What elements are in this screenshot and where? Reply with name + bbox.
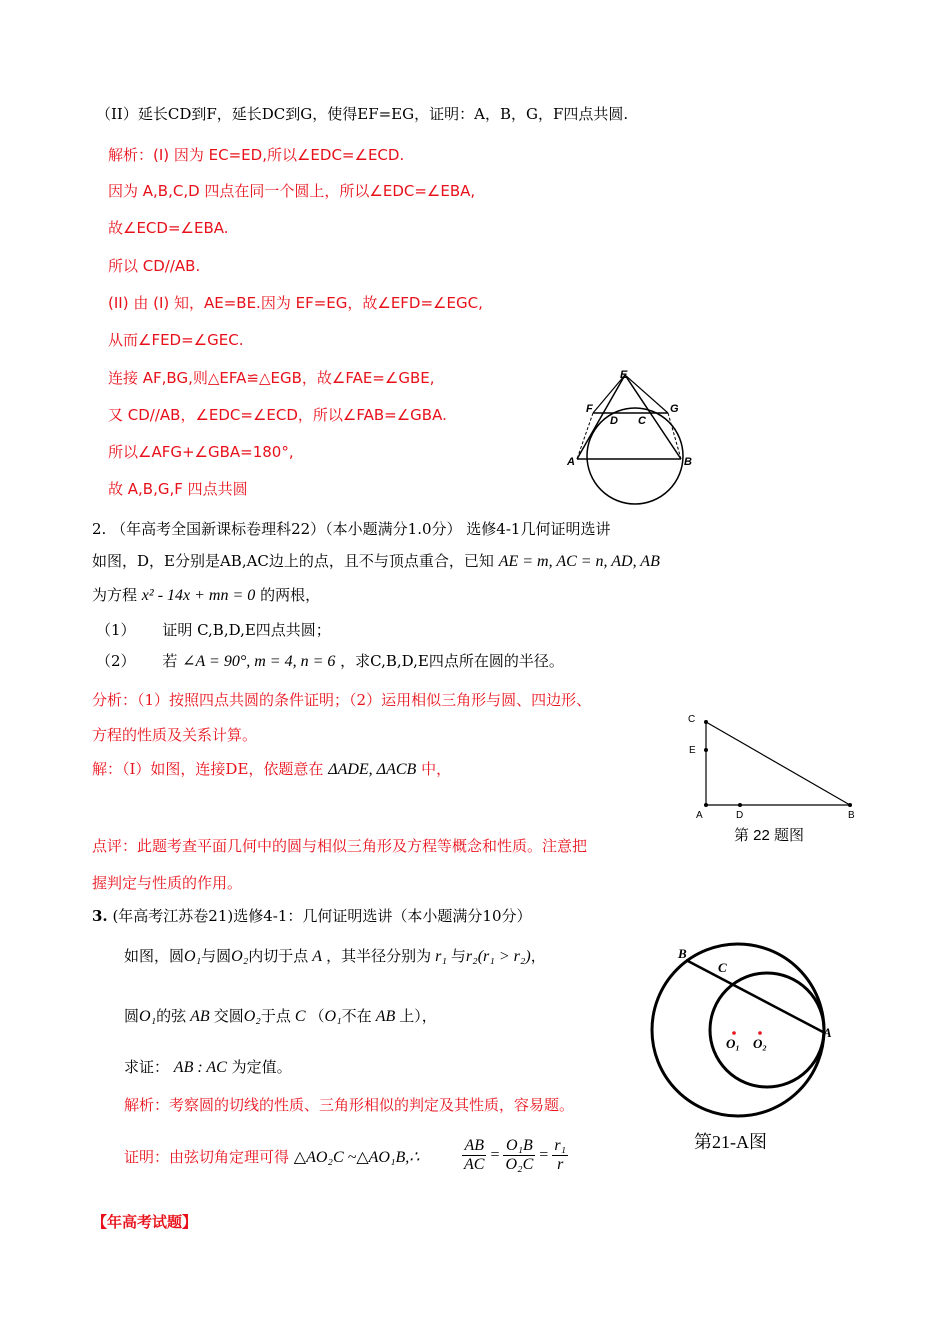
s3-l2-a: 圆	[124, 1007, 140, 1025]
solution-line-8: 又 CD//AB，∠EDC=∠ECD，所以∠FAB=∠GBA.	[108, 406, 447, 424]
section2-stem-math: AE = m, AC = n, AD, AB	[498, 553, 660, 570]
s3-fractions: $\frac{AB}{AC}$ = $\frac{\text{O₁B}}{\text{O₂C}}$ = $\frac{\text{r₁}}{r}$	[464, 1137, 567, 1173]
fig2-label-a: A	[696, 810, 703, 821]
s3-proof-prefix: 证明：由弦切角定理可得	[124, 1148, 290, 1166]
solution-line-5: (II) 由 (I) 知，AE=BE.因为 EF=EG，故∠EFD=∠EGC,	[108, 294, 483, 312]
fig3-label-a: A	[823, 1025, 832, 1040]
solution-line-9: 所以∠AFG+∠GBA=180°,	[108, 443, 294, 461]
solution-line-4: 所以 CD//AB.	[108, 257, 201, 275]
figure-tangent-circles	[646, 942, 836, 1122]
section3-line-1	[124, 946, 546, 967]
fig1-label-f: F	[586, 403, 593, 415]
fig2-caption: 第 22 题图	[734, 827, 805, 844]
s3-frac1-den: AC	[464, 1156, 485, 1173]
section2-comment-2: 握判定与性质的作用。	[92, 874, 243, 892]
section2-equation-prefix: 为方程	[92, 586, 138, 604]
section2-solution	[92, 759, 451, 780]
section2-comment-1: 点评：此题考查平面几何中的圆与相似三角形及方程等概念和性质。注意把	[92, 837, 588, 855]
section2-solution-suffix: 中，	[421, 760, 452, 778]
s3-frac-1	[462, 1137, 486, 1174]
section3-line-2	[124, 1006, 437, 1027]
section2-source: （年高考全国新课标卷理科22）（本小题满分1.0分） 选修4-1几何证明选讲	[111, 520, 611, 538]
s3-point-a: A	[312, 948, 323, 965]
section3-prove	[124, 1057, 292, 1078]
fig1-label-g: G	[670, 403, 679, 415]
section2-header	[92, 519, 610, 539]
s3-frac-2	[503, 1137, 535, 1174]
fig1-label-b: B	[684, 456, 692, 468]
solution-line-6: 从而∠FED=∠GEC.	[108, 331, 244, 349]
fig3-label-c: C	[718, 960, 727, 975]
s3-l1-c: 内切于点	[248, 947, 309, 965]
s3-l2-c: 交圆	[213, 1007, 244, 1025]
fig2-label-d: D	[736, 810, 744, 821]
s3-frac1-num: AB	[462, 1137, 486, 1156]
section2-question-2	[96, 651, 564, 672]
q2-math: ∠A = 90°, m = 4, n = 6	[182, 653, 336, 670]
fig2-label-e: E	[689, 745, 696, 756]
section-heading-past-exams: 【年高考试题】	[92, 1213, 198, 1231]
s3-prove-math: AB : AC	[173, 1059, 227, 1076]
section2-stem	[92, 551, 660, 572]
s3-r2-expr: r₂(r₁ > r₂)	[465, 948, 531, 965]
section2-equation-suffix: 的两根，	[260, 586, 321, 604]
q1-text: 证明 C,B,D,E四点共圆；	[162, 621, 331, 639]
s3-l2-d: 于点	[260, 1007, 291, 1025]
s3-l1-f: ，	[530, 947, 546, 965]
s3-l1-e: 与	[450, 947, 466, 965]
section2-stem-prefix: 如图，D，E分别是AB,AC边上的点，且不与顶点重合，已知	[92, 552, 494, 570]
q1-number: （1）	[96, 621, 136, 639]
q2-number: （2）	[96, 652, 136, 670]
s3-frac2-den: O₂C	[505, 1156, 534, 1173]
solution-line-3: 故∠ECD=∠EBA.	[108, 219, 229, 237]
section3-source: (年高考江苏卷21)选修4-1：几何证明选讲（本小题满分10分）	[112, 907, 532, 925]
s3-l2-b: 的弦	[156, 1007, 187, 1025]
q2-prefix: 若	[162, 652, 178, 670]
fig2-label-c: C	[688, 714, 696, 725]
solution-line-7: 连接 AF,BG,则△EFA≌△EGB，故∠FAE=∠GBE,	[108, 369, 435, 387]
s3-point-c: C	[294, 1008, 306, 1025]
s3-l1-d: ，其半径分别为	[326, 947, 432, 965]
part2-statement: （II）延长CD到F，延长DC到G，使得EF=EG，证明：A，B，G，F四点共圆.	[96, 105, 629, 123]
fig2-label-b: B	[848, 810, 855, 821]
s3-frac2-num: O₁B	[503, 1137, 535, 1156]
s3-proof-math: △AO₂C ~△AO₁B,∴	[293, 1149, 420, 1166]
s3-frac3-den: r	[557, 1156, 564, 1173]
section2-solution-prefix: 解：（Ⅰ）如图，连接DE，依题意在	[92, 760, 324, 778]
section2-equation-math: x² - 14x + mn = 0	[141, 587, 256, 604]
s3-l2-f: 不在	[341, 1007, 372, 1025]
fig3-label-o1: O₁	[726, 1036, 740, 1051]
fig1-label-d: D	[610, 415, 618, 427]
s3-l2-o1: O₁	[139, 1008, 157, 1025]
s3-r1: r₁	[435, 948, 447, 965]
fig3-label-b: B	[678, 946, 687, 961]
figure-right-triangle	[684, 708, 864, 823]
s3-frac3-num: r₁	[554, 1137, 567, 1154]
fig1-label-c: C	[638, 415, 646, 427]
solution-line-1: 解析：(I) 因为 EC=ED,所以∠EDC=∠ECD.	[108, 146, 405, 164]
section3-header	[92, 906, 532, 926]
s3-l1-b: 与圆	[201, 947, 232, 965]
s3-frac-3	[552, 1137, 568, 1174]
figure-cyclic-quadrilateral	[560, 368, 710, 508]
section3-proof	[124, 1145, 419, 1170]
solution-line-2: 因为 A,B,C,D 四点在同一个圆上，所以∠EDC=∠EBA,	[108, 182, 476, 200]
s3-l2-o2: O₂	[243, 1008, 261, 1025]
section3-number: 3.	[92, 907, 108, 925]
s3-o2: O₂	[231, 948, 249, 965]
section2-question-1	[96, 620, 331, 640]
s3-l2-o1b: O₁	[324, 1008, 342, 1025]
fig1-label-a: A	[567, 456, 575, 468]
fig1-label-e: E	[620, 369, 628, 381]
section2-number: 2.	[92, 520, 107, 538]
section2-equation	[92, 585, 320, 606]
s3-prove-suffix: 为定值。	[231, 1058, 292, 1076]
section2-analysis-2: 方程的性质及关系计算。	[92, 726, 258, 744]
s3-l2-g: 上），	[399, 1007, 437, 1025]
s3-prove-prefix: 求证：	[124, 1058, 170, 1076]
s3-l2-e: （	[309, 1007, 325, 1025]
section3-analysis: 解析：考察圆的切线的性质、三角形相似的判定及其性质，容易题。	[124, 1096, 575, 1114]
s3-o1: O₁	[184, 948, 202, 965]
fig3-caption: 第21-A图	[694, 1132, 767, 1152]
s3-chord: AB	[190, 1008, 210, 1025]
q2-suffix: ，求C,B,D,E四点所在圆的半径。	[340, 652, 564, 670]
section2-analysis-1: 分析：（1）按照四点共圆的条件证明；（2）运用相似三角形与圆、四边形、	[92, 691, 592, 709]
solution-line-10: 故 A,B,G,F 四点共圆	[108, 480, 248, 498]
s3-l1-a: 如图，圆	[124, 947, 185, 965]
s3-chord-b: AB	[375, 1008, 396, 1025]
section2-solution-math: ΔADE, ΔACB	[328, 761, 417, 778]
fig3-label-o2: O₂	[753, 1036, 767, 1051]
